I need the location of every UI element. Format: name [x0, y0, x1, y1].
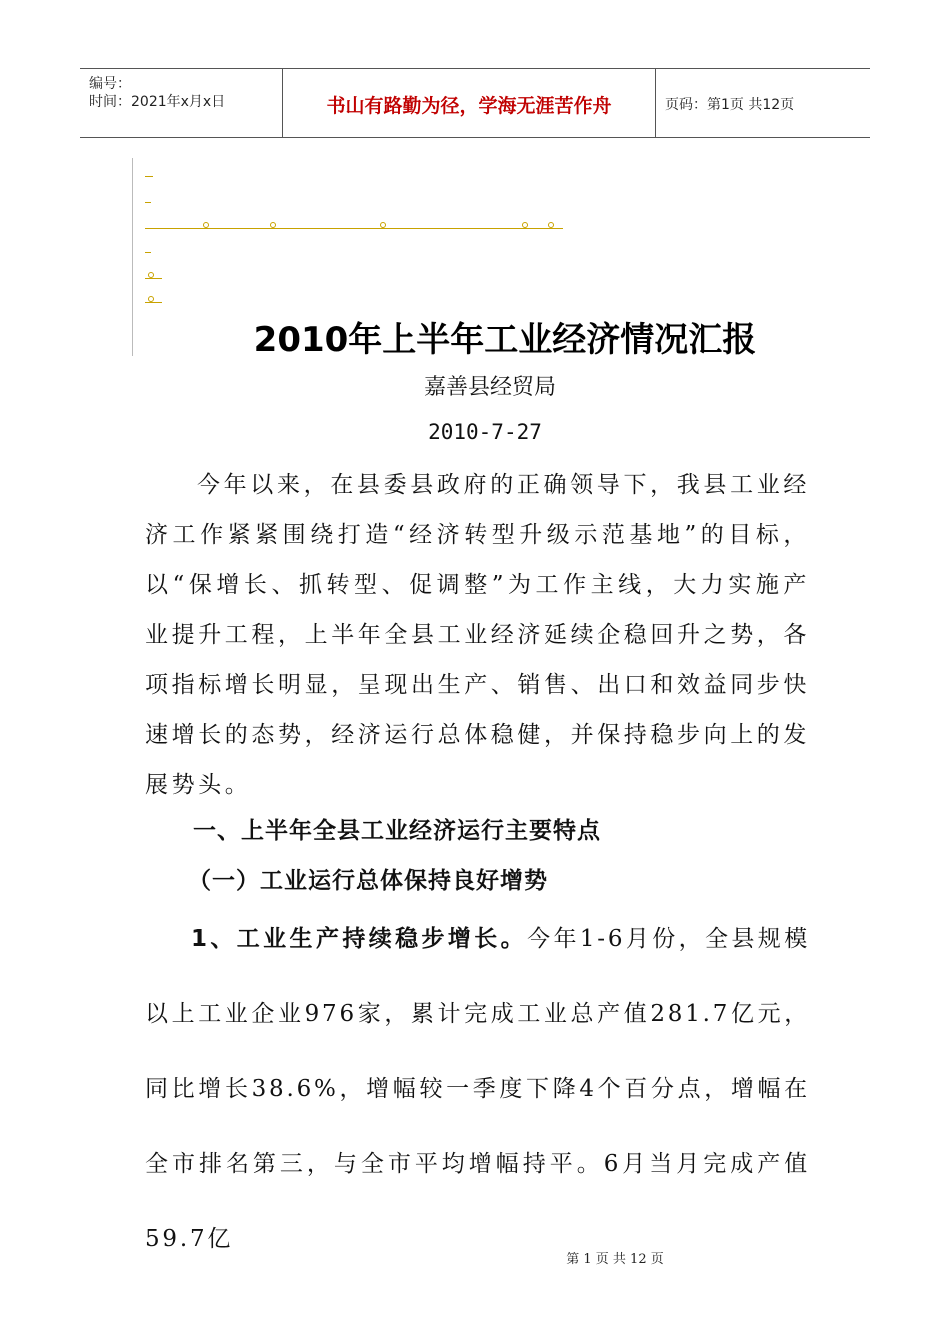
subsection-heading: （一）工业运行总体保持良好增势: [188, 868, 548, 894]
point-lead: 1、工业生产持续稳步增长。: [191, 926, 528, 952]
time-label: 时间：2021年x月x日: [89, 94, 226, 110]
header-page-label: 页码：第1页 共12页: [665, 97, 795, 113]
document-title: 2010年上半年工业经济情况汇报: [253, 320, 757, 360]
margin-dot: [148, 272, 154, 278]
margin-dot: [270, 222, 276, 228]
margin-dot: [380, 222, 386, 228]
section-heading: 一、上半年全县工业经济运行主要特点: [193, 818, 601, 844]
document-organization: 嘉善县经贸局: [423, 375, 556, 400]
margin-dot: [148, 296, 154, 302]
header-table: [80, 68, 870, 138]
header-center-cell: [282, 69, 656, 137]
margin-mark: [145, 252, 151, 253]
margin-mark: [145, 202, 151, 203]
header-motto: 书山有路勤为径，学海无涯苦作舟: [326, 95, 612, 117]
margin-dot: [203, 222, 209, 228]
margin-dot: [522, 222, 528, 228]
header-left-cell: [80, 69, 282, 137]
header-right-cell: [655, 69, 870, 137]
margin-dot: [548, 222, 554, 228]
point-paragraph: [145, 902, 810, 1277]
point-body: 今年1-6月份，全县规模以上工业企业976家，累计完成工业总产值281.7亿元，同比增长38.6%，增幅较一季度下降4个百分点，增幅在全市排名第三，与全市平均增幅持平。6月当月完成产值59.7亿: [145, 926, 810, 1252]
number-label: 编号：: [89, 76, 131, 92]
margin-mark: [145, 176, 153, 177]
margin-mark: [145, 278, 162, 279]
margin-mark: [145, 228, 563, 229]
intro-paragraph: 今年以来，在县委县政府的正确领导下，我县工业经济工作紧紧围绕打造“经济转型升级示范基地”的目标，以“保增长、抓转型、促调整”为工作主线，大力实施产业提升工程，上半年全县工业经济延续企稳回升之势，各项指标增长明显，呈现出生产、销售、出口和效益同步快速增长的态势，经济运行总体稳健，并保持稳步向上的发展势头。: [145, 472, 810, 798]
document-date: 2010-7-27: [428, 420, 542, 444]
margin-mark: [145, 302, 162, 303]
page-footer: 第 1 页 共 12 页: [566, 1252, 664, 1267]
